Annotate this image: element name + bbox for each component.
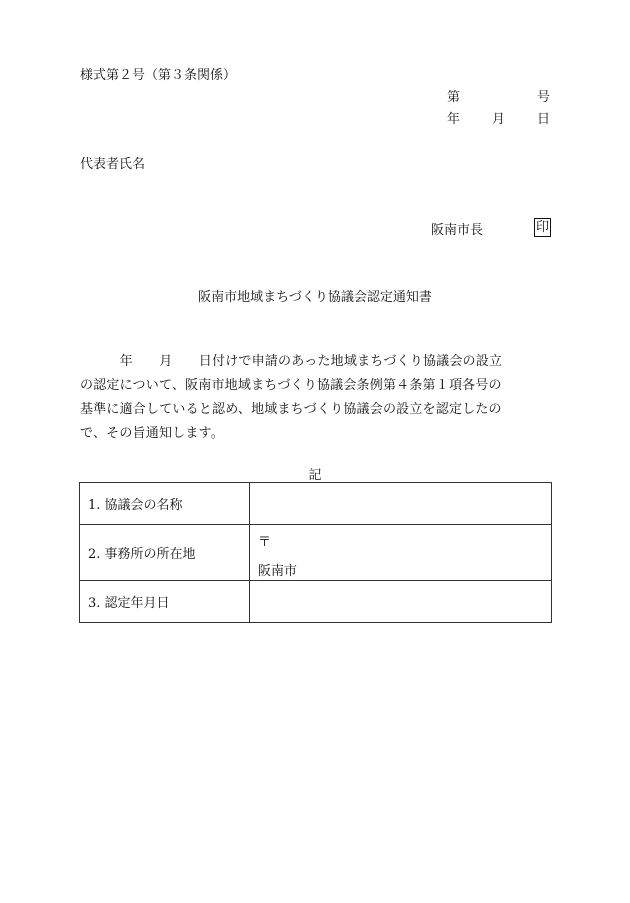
document-title: 阪南市地域まちづくり協議会認定通知書 [198,290,432,305]
body-line-1: 年 月 日付けで申請のあった地域まちづくり協議会の設立 [80,354,503,369]
table-value-office-address [250,525,552,581]
recipient-name: 代表者氏名 [80,157,146,172]
table-label-certification-date: 3. 認定年月日 [80,581,250,623]
body-line-4: で、その旨通知します。 [80,426,224,441]
body-line-2: の認定について、阪南市地域まちづくり協議会条例第４条第１項各号の [80,378,502,393]
body-line-3: 基準に適合していると認め、地域まちづくり協議会の設立を認定したの [80,402,502,417]
number-prefix: 第 [447,90,461,105]
table-row [80,483,552,525]
details-table [79,482,552,623]
table-label-association-name: 1. 協議会の名称 [80,483,250,525]
table-row [80,581,552,623]
number-suffix: 号 [536,90,550,105]
table-value-association-name [250,483,552,525]
date-year: 年 [447,112,461,127]
table-row [80,525,552,581]
form-label: 様式第２号（第３条関係） [80,68,237,83]
sender-title: 阪南市長 [431,223,484,238]
table-label-office-address: 2. 事務所の所在地 [80,525,250,581]
address-city: 阪南市 [258,563,298,579]
table-value-certification-date [250,581,552,623]
date-month: 月 [492,112,506,127]
date-day: 日 [536,112,550,127]
seal-stamp: 印 [536,220,550,235]
body-paragraph [80,350,552,446]
ki-heading: 記 [308,468,322,483]
postal-mark: 〒 [258,534,272,550]
